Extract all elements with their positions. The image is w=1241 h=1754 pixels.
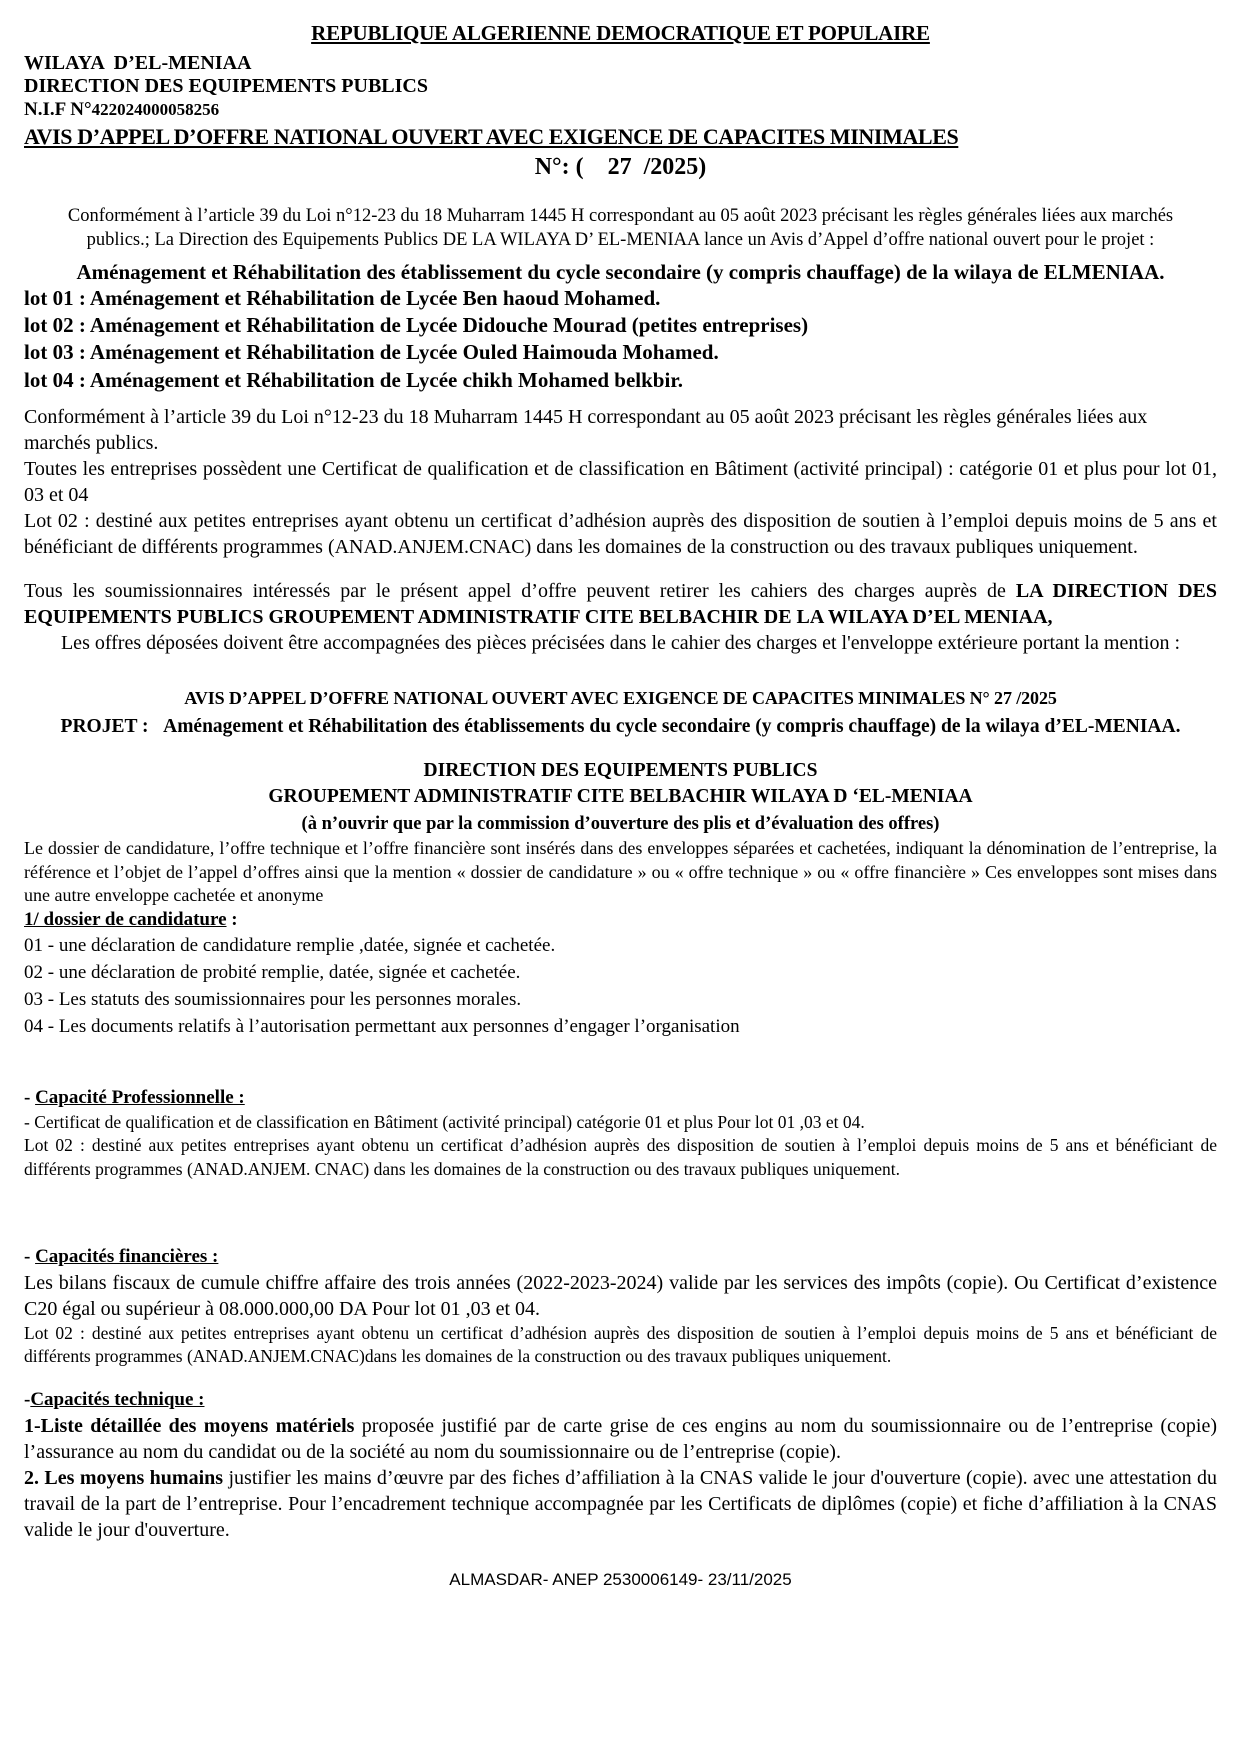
lot02-condition-paragraph: Lot 02 : destiné aux petites entreprises ayant obtenu un certificat d’adhésion auprès des disposition de soutien à l’emploi depuis moins de 5 ans et bénéficiant de différents programmes (ANAD.ANJEM.CNAC) dans les domaines de la construction ou des travaux publiques uniquement. bbox=[24, 510, 1217, 558]
dossier-heading-colon: : bbox=[226, 909, 238, 931]
technical-item-2-label: 2. Les moyens humains bbox=[24, 1466, 224, 1489]
technical-dash: - bbox=[24, 1389, 31, 1411]
mention-block bbox=[24, 686, 1217, 740]
republic-title: REPUBLIQUE ALGERIENNE DEMOCRATIQUE ET POPULAIRE bbox=[311, 21, 930, 45]
mention-avis-line: AVIS D’APPEL D’OFFRE NATIONAL OUVERT AVEC EXIGENCE DE CAPACITES MINIMALES N° 27 /2025 bbox=[184, 688, 1057, 708]
list-item: 02 - une déclaration de probité remplie, datée, signée et cachetée. bbox=[24, 962, 521, 984]
financial-capacity-heading bbox=[24, 1244, 1217, 1270]
spacer bbox=[24, 1182, 1217, 1226]
technical-item-1-text: proposée justifié par de carte grise de ces engins au nom du soumissionnaire ou de l’entreprise (copie) l’assurance au nom du candidat ou de la société au nom du soumissionnaire ou de l’entreprise (copie). bbox=[24, 1414, 1217, 1463]
technical-item-2 bbox=[24, 1465, 1217, 1543]
nif-line bbox=[24, 99, 1217, 122]
list-item: 01 - une déclaration de candidature remplie ,datée, signée et cachetée. bbox=[24, 935, 556, 957]
professional-line2: Lot 02 : destiné aux petites entreprises ayant obtenu un certificat d’adhésion auprès des disposition de soutien à l’emploi depuis moins de 5 ans et bénéficiant de différents programmes (ANAD.ANJEM. CNAC) dans les domaines de la construction ou des travaux publiques uniquement. bbox=[24, 1135, 1217, 1180]
technical-item-1-label: 1-Liste détaillée des moyens matériels bbox=[24, 1414, 355, 1437]
withdrawal-paragraph bbox=[24, 578, 1217, 630]
notice-title: AVIS D’APPEL D’OFFRE NATIONAL OUVERT AVEC EXIGENCE DE CAPACITES MINIMALES bbox=[24, 123, 959, 149]
lots-list bbox=[24, 285, 1217, 394]
intro-paragraph: Conformément à l’article 39 du Loi n°12-23 du 18 Muharram 1445 H correspondant au 05 août 2023 précisant les règles générales liées aux marchés publics.; La Direction des Equipements Publics DE LA WILAYA D’ EL-MENIAA lance un Avis d’Appel d’offre national ouvert pour le projet : bbox=[67, 205, 1174, 251]
commission-note: (à n’ouvrir que par la commission d’ouverture des plis et d’évaluation des offres) bbox=[301, 814, 940, 835]
technical-item-2-text: justifier les mains d’œuvre par des fiches d’affiliation à la CNAS valide le jour d'ouverture (copie). avec une attestation du travail de la part de l’entreprise. Pour l’encadrement technique accompagnée par les Certificats de diplômes (copie) et fiche d’affiliation à la CNAS valide le jour d'ouverture. bbox=[24, 1466, 1218, 1541]
spacer bbox=[24, 394, 1217, 404]
technical-item-1 bbox=[24, 1413, 1217, 1465]
professional-line1: - Certificat de qualification et de classification en Bâtiment (activité principal) catégorie 01 et plus Pour lot 01 ,03 et 04. bbox=[24, 1111, 865, 1132]
mention-projet-line bbox=[50, 714, 1191, 739]
spacer bbox=[24, 656, 1217, 686]
dossier-list bbox=[24, 933, 1217, 1041]
lot-item: lot 02 : Aménagement et Réhabilitation de Lycée Didouche Mourad (petites entreprises) bbox=[24, 313, 809, 338]
wilaya-line: WILAYA D’EL-MENIAA bbox=[24, 51, 252, 74]
professional-dash: - bbox=[24, 1086, 36, 1108]
recipient-block bbox=[24, 758, 1217, 838]
technical-capacity-heading bbox=[24, 1387, 1217, 1413]
article-paragraph: Conformément à l’article 39 du Loi n°12-23 du 18 Muharram 1445 H correspondant au 05 août 2023 précisant les règles générales liées aux marchés publics. bbox=[24, 406, 1148, 454]
technical-heading-text: Capacités technique : bbox=[30, 1389, 205, 1411]
withdrawal-address: LA DIRECTION DES EQUIPEMENTS PUBLICS GROUPEMENT ADMINISTRATIF CITE BELBACHIR DE LA WILAYA D’EL MENIAA, bbox=[24, 580, 1217, 628]
direction-line: DIRECTION DES EQUIPEMENTS PUBLICS bbox=[24, 75, 428, 98]
financial-line1: Les bilans fiscaux de cumule chiffre affaire des trois années (2022-2023-2024) valide par les services des impôts (copie). Ou Certificat d’existence C20 égal ou supérieur à 08.000.000,00 DA Pour lot 01 ,03 et 04. bbox=[24, 1271, 1217, 1320]
financial-line2: Lot 02 : destiné aux petites entreprises ayant obtenu un certificat d’adhésion auprès des disposition de soutien à l’emploi depuis moins de 5 ans et bénéficiant de différents programmes (ANAD.ANJEM.CNAC)dans les domaines de la construction ou des travaux publiques uniquement. bbox=[24, 1322, 1217, 1367]
financial-heading-text: Capacités financières : bbox=[35, 1245, 219, 1267]
list-item: 04 - Les documents relatifs à l’autorisation permettant aux personnes d’engager l’organisation bbox=[24, 1015, 740, 1037]
spacer bbox=[24, 1226, 1217, 1244]
document-footer: ALMASDAR- ANEP 2530006149- 23/11/2025 bbox=[449, 1569, 792, 1589]
list-item: 03 - Les statuts des soumissionnaires pour les personnes morales. bbox=[24, 988, 522, 1010]
nif-label: N.I.F N° bbox=[24, 98, 92, 120]
lot-item: lot 03 : Aménagement et Réhabilitation de Lycée Ouled Haimouda Mohamed. bbox=[24, 340, 719, 365]
mention-projet-text: Aménagement et Réhabilitation des établissements du cycle secondaire (y compris chauffage) de la wilaya d’EL-MENIAA. bbox=[163, 716, 1181, 738]
spacer bbox=[24, 560, 1217, 578]
professional-heading-text: Capacité Professionnelle : bbox=[35, 1086, 245, 1108]
professional-capacity-heading bbox=[24, 1085, 1217, 1111]
nif-value: 422024000058256 bbox=[91, 99, 220, 119]
qualification-paragraph: Toutes les entreprises possèdent une Certificat de qualification et de classification en Bâtiment (activité principal) : catégorie 01 et plus pour lot 01, 03 et 04 bbox=[24, 458, 1217, 506]
mention-projet-label: PROJET : bbox=[60, 716, 149, 738]
notice-number: N°: ( 27 /2025) bbox=[534, 153, 707, 180]
recipient-groupement: GROUPEMENT ADMINISTRATIF CITE BELBACHIR WILAYA D ‘EL-MENIAA bbox=[268, 785, 973, 807]
envelope-note: Les offres déposées doivent être accompagnées des pièces précisées dans le cahier des charges et l'enveloppe extérieure portant la mention : bbox=[60, 632, 1181, 654]
recipient-direction: DIRECTION DES EQUIPEMENTS PUBLICS bbox=[423, 759, 818, 781]
envelopes-paragraph: Le dossier de candidature, l’offre technique et l’offre financière sont insérés dans des enveloppes séparées et cachetées, indiquant la dénomination de l’entreprise, la référence et l’objet de l’appel d’offres ainsi que la mention « dossier de candidature » ou « offre technique » ou « offre financière » Ces enveloppes sont mises dans une autre enveloppe cachetée et anonyme bbox=[24, 838, 1217, 906]
lot-item: lot 01 : Aménagement et Réhabilitation de Lycée Ben haoud Mohamed. bbox=[24, 285, 661, 310]
project-title: Aménagement et Réhabilitation des établissement du cycle secondaire (y compris chauffage) de la wilaya de ELMENIAA. bbox=[76, 259, 1165, 284]
spacer bbox=[24, 1369, 1217, 1387]
lot-item: lot 04 : Aménagement et Réhabilitation de Lycée chikh Mohamed belkbir. bbox=[24, 367, 683, 392]
spacer bbox=[24, 740, 1217, 758]
spacer bbox=[24, 1041, 1217, 1085]
dossier-heading-text: 1/ dossier de candidature bbox=[24, 909, 227, 931]
document-header bbox=[24, 22, 1217, 182]
dossier-heading bbox=[24, 907, 1217, 933]
withdrawal-lead: Tous les soumissionnaires intéressés par le présent appel d’offre peuvent retirer les cahiers des charges auprès de bbox=[24, 580, 1016, 602]
financial-dash: - bbox=[24, 1245, 36, 1267]
